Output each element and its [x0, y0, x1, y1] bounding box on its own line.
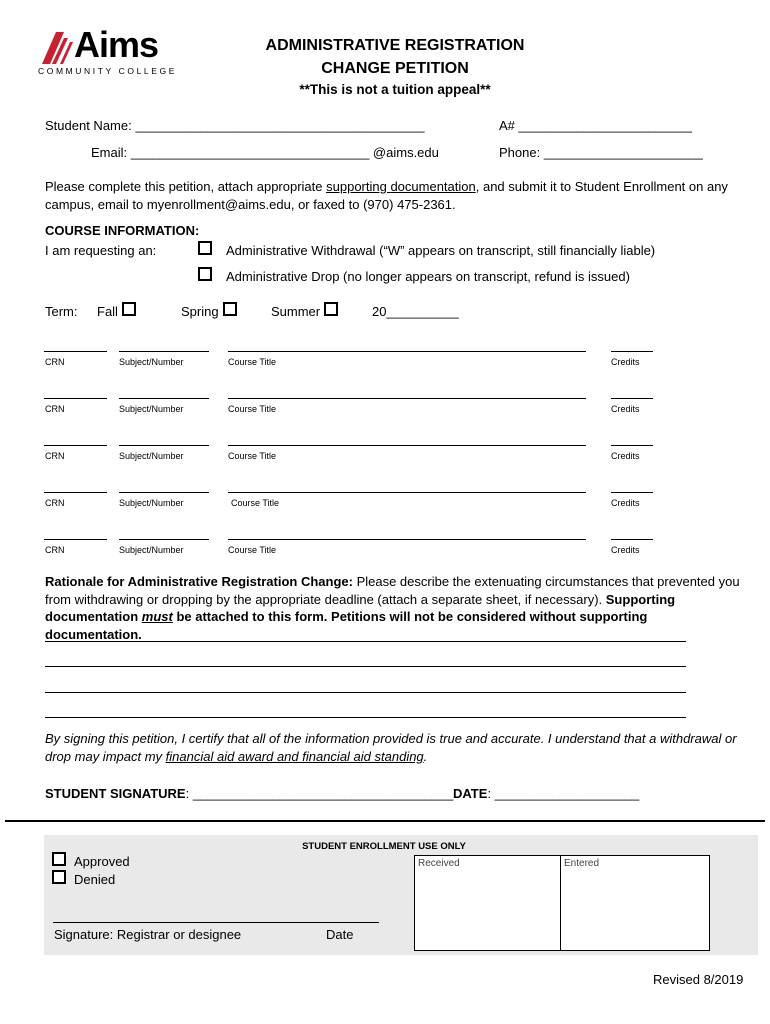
registrar-signature-line[interactable]: [53, 922, 379, 923]
subject-line[interactable]: [119, 351, 209, 352]
credits-label: Credits: [611, 451, 640, 461]
credits-line[interactable]: [611, 539, 653, 540]
logo-swoosh-icon: [38, 28, 78, 66]
rationale-line[interactable]: [45, 666, 686, 667]
subject-label: Subject/Number: [119, 498, 184, 508]
subject-line[interactable]: [119, 492, 209, 493]
entered-box[interactable]: [560, 855, 710, 951]
certify-text-1: By signing this petition, I certify that all of the information provided is true and accurate. I understand that a withdrawal or drop may impact my: [45, 731, 737, 764]
rationale-bold-1: Supporting documentation: [45, 591, 676, 624]
withdrawal-checkbox[interactable]: [198, 241, 212, 255]
title-line[interactable]: [228, 492, 586, 493]
phone-field[interactable]: Phone: ______________________: [499, 145, 703, 160]
subject-line[interactable]: [119, 539, 209, 540]
crn-line[interactable]: [44, 398, 107, 399]
office-use-heading: STUDENT ENROLLMENT USE ONLY: [302, 841, 466, 852]
title-line[interactable]: [228, 398, 586, 399]
crn-label: CRN: [45, 545, 65, 555]
title-label: Course Title: [228, 451, 277, 461]
credits-label: Credits: [611, 357, 640, 367]
financial-aid-link: financial aid award and financial aid standing: [165, 748, 424, 764]
credits-line[interactable]: [611, 398, 653, 399]
logo: [38, 24, 183, 78]
title-label: Course Title: [228, 545, 277, 555]
supporting-documentation-link: supporting documentation: [326, 179, 476, 194]
term-summer-label: Summer: [271, 304, 321, 319]
logo-wordmark: Aims: [74, 24, 159, 65]
approved-checkbox[interactable]: [52, 852, 66, 866]
credits-line[interactable]: [611, 492, 653, 493]
crn-line[interactable]: [44, 492, 107, 493]
credits-label: Credits: [611, 545, 640, 555]
requesting-label: I am requesting an:: [45, 243, 157, 258]
student-signature-line: : ____________________________________: [185, 786, 454, 801]
rationale-line[interactable]: [45, 692, 686, 693]
credits-line[interactable]: [611, 445, 653, 446]
subject-line[interactable]: [119, 398, 209, 399]
title-line-2: CHANGE PETITION: [321, 60, 469, 77]
drop-option-label: Administrative Drop (no longer appears on transcript, refund is issued): [226, 269, 630, 284]
registrar-date-label: Date: [326, 927, 354, 942]
student-signature-field[interactable]: [45, 786, 453, 801]
title-line[interactable]: [228, 351, 586, 352]
approved-label: Approved: [74, 854, 130, 869]
crn-line[interactable]: [44, 445, 107, 446]
title-label: Course Title: [231, 498, 280, 508]
term-label: Term:: [45, 304, 78, 319]
term-fall-checkbox[interactable]: [122, 302, 136, 316]
date-field[interactable]: [453, 786, 639, 801]
certification-paragraph: [45, 730, 745, 765]
subject-label: Subject/Number: [119, 451, 184, 461]
subject-label: Subject/Number: [119, 545, 184, 555]
denied-label: Denied: [74, 872, 116, 887]
instructions: [45, 178, 745, 213]
student-name-field[interactable]: Student Name: ________________________________________: [45, 118, 425, 133]
credits-label: Credits: [611, 404, 640, 414]
term-summer-checkbox[interactable]: [324, 302, 338, 316]
instructions-text-2: , and submit it to Student Enrollment on any campus, email to myenrollment@aims.edu, or faxed to (970) 475-2361.: [45, 179, 728, 212]
term-spring-label: Spring: [181, 304, 219, 319]
title-line[interactable]: [228, 539, 586, 540]
title-label: Course Title: [228, 357, 277, 367]
received-box[interactable]: [414, 855, 562, 951]
course-info-heading: COURSE INFORMATION:: [45, 223, 200, 238]
rationale-bold-2: be attached to this form. Petitions will not be considered without supporting documentation.: [45, 609, 648, 642]
subject-label: Subject/Number: [119, 357, 184, 367]
rationale-must: must: [141, 609, 173, 624]
revised-date: Revised 8/2019: [653, 972, 744, 987]
rationale-paragraph: [45, 573, 745, 643]
title-line[interactable]: [228, 445, 586, 446]
crn-label: CRN: [45, 404, 65, 414]
registrar-signature-label: Signature: Registrar or designee: [54, 927, 242, 942]
crn-label: CRN: [45, 357, 65, 367]
term-year-field[interactable]: 20__________: [372, 304, 459, 319]
denied-checkbox[interactable]: [52, 870, 66, 884]
drop-checkbox[interactable]: [198, 267, 212, 281]
rationale-line[interactable]: [45, 717, 686, 718]
student-signature-label: STUDENT SIGNATURE: [45, 786, 186, 801]
credits-line[interactable]: [611, 351, 653, 352]
rationale-text: Please describe the extenuating circumstances that prevented you from withdrawing or dropping by the appropriate deadline (attach a separate sheet, if necessary).: [45, 574, 740, 607]
withdrawal-option-label: Administrative Withdrawal (“W” appears on transcript, still financially liable): [226, 243, 656, 258]
term-fall-label: Fall: [97, 304, 118, 319]
entered-label: Entered: [564, 858, 600, 869]
received-label: Received: [418, 858, 460, 869]
subtitle: **This is not a tuition appeal**: [299, 82, 491, 97]
credits-label: Credits: [611, 498, 640, 508]
crn-label: CRN: [45, 498, 65, 508]
certify-text-2: .: [423, 748, 428, 764]
rationale-line[interactable]: [45, 641, 686, 642]
instructions-text-1: Please complete this petition, attach appropriate: [45, 179, 327, 194]
logo-subtitle: COMMUNITY COLLEGE: [38, 66, 177, 76]
crn-line[interactable]: [44, 539, 107, 540]
subject-label: Subject/Number: [119, 404, 184, 414]
title-label: Course Title: [228, 404, 277, 414]
date-label: DATE: [453, 786, 488, 801]
a-number-field[interactable]: A# ________________________: [499, 118, 693, 133]
rationale-heading: Rationale for Administrative Registration Change:: [45, 574, 353, 589]
title-line-1: ADMINISTRATIVE REGISTRATION: [265, 37, 525, 54]
subject-line[interactable]: [119, 445, 209, 446]
date-line: : ____________________: [487, 786, 640, 801]
email-field[interactable]: Email: _________________________________ @aims.edu: [91, 145, 439, 160]
crn-label: CRN: [45, 451, 65, 461]
term-spring-checkbox[interactable]: [223, 302, 237, 316]
crn-line[interactable]: [44, 351, 107, 352]
section-divider: [5, 820, 765, 822]
